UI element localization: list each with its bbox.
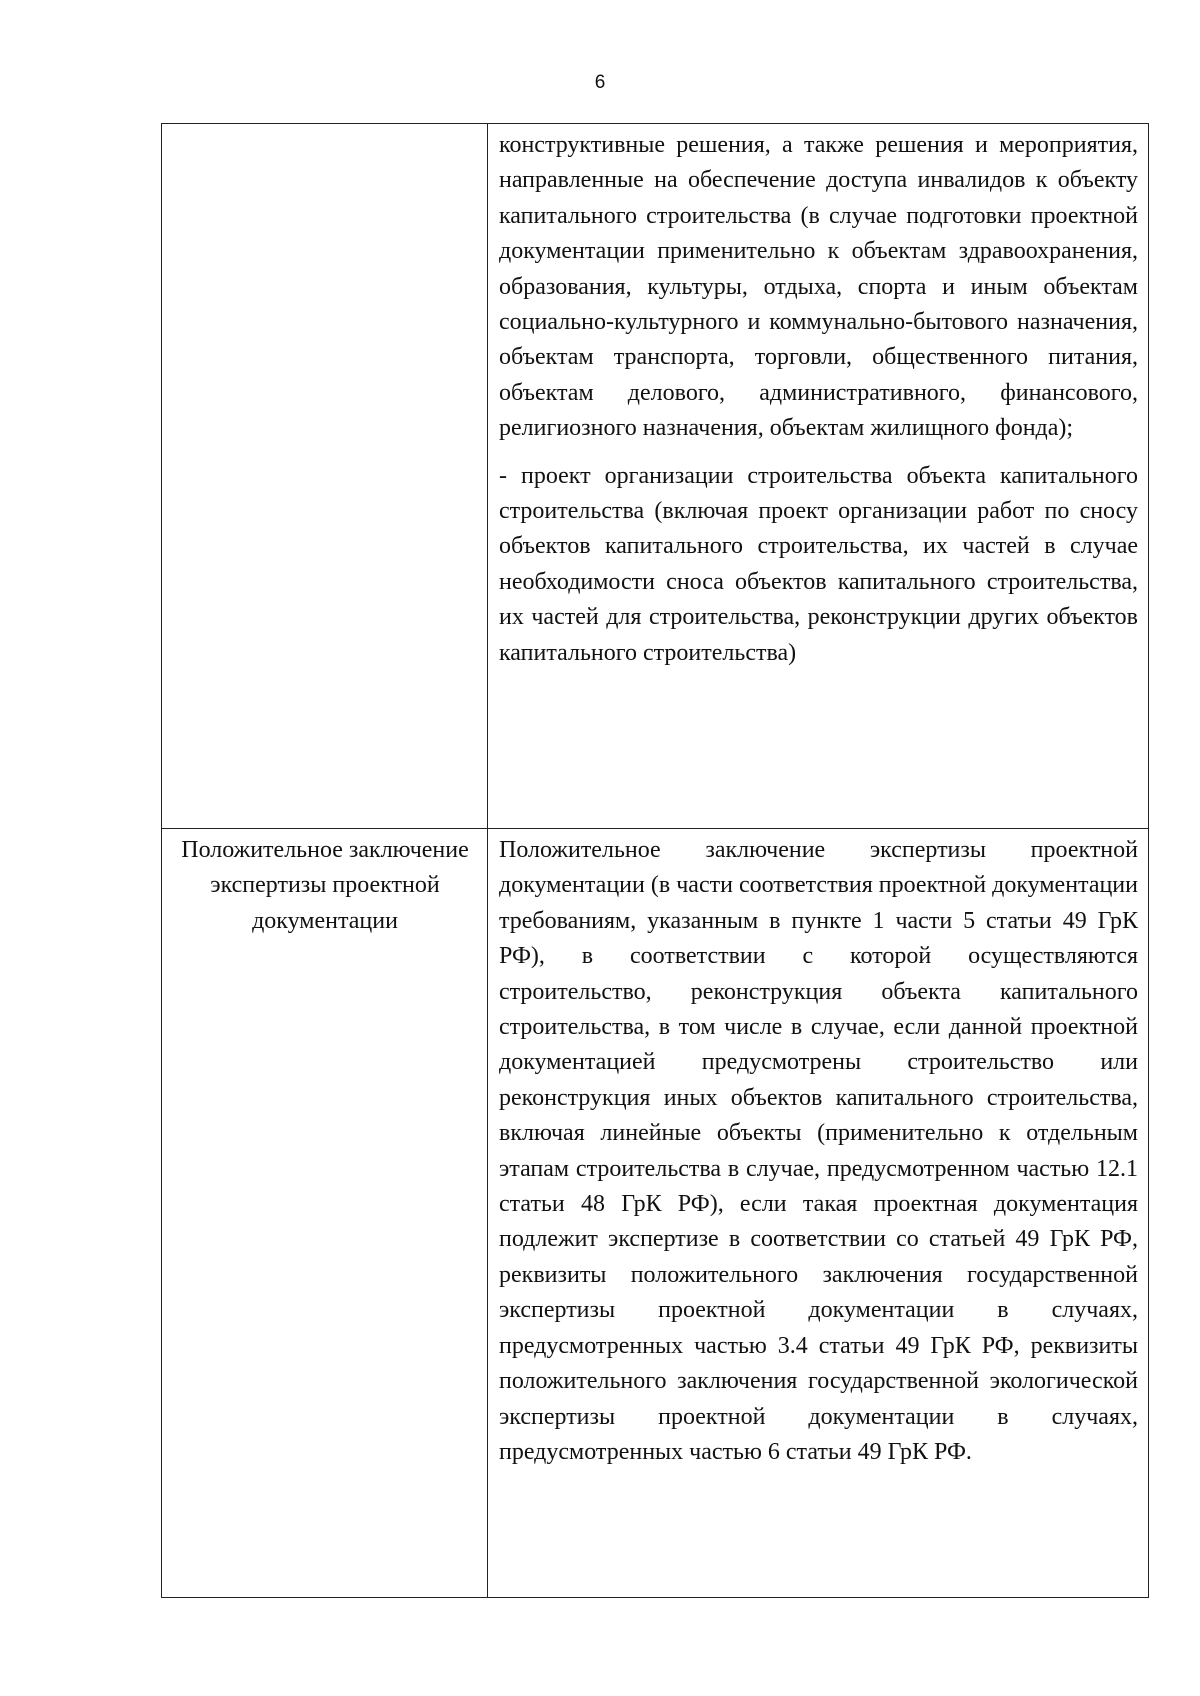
table-cell-document-description — [488, 829, 1149, 1598]
page-number: 6 — [594, 72, 606, 93]
table-cell-document-name — [162, 124, 488, 829]
description-paragraph: Положительное заключение экспертизы проектной документации (в части соответствия проектной документации требованиям, указанным в пункте 1 части 5 статьи 49 ГрК РФ), в соответствии с которой осуществляются строительство, реконструкция объекта капитального строительства, в том числе в случае, если данной проектной документацией предусмотрены строительство или реконструкция иных объектов капитального строительства, включая линейные объекты (применительно к отдельным этапам строительства в случае, предусмотренном частью 12.1 статьи 48 ГрК РФ), если такая проектная документация подлежит экспертизе в соответствии со статьей 49 ГрК РФ, реквизиты положительного заключения государственной экспертизы проектной документации в случаях, предусмотренных частью 3.4 статьи 49 ГрК РФ, реквизиты положительного заключения государственной экологической экспертизы проектной документации в случаях, предусмотренных частью 6 статьи 49 ГрК РФ. — [499, 837, 1138, 1465]
description-paragraph: - проект организации строительства объекта капитального строительства (включая проект организации работ по сносу объектов капитального строительства, их частей в случае необходимости сноса объектов капитального строительства, их частей для строительства, реконструкции других объектов капитального строительства) — [499, 462, 1138, 666]
table-cell-document-description — [488, 124, 1149, 829]
requirements-table — [161, 123, 1149, 1598]
table-row — [162, 829, 1149, 1598]
description-paragraph: конструктивные решения, а также решения и мероприятия, направленные на обеспечение доступа инвалидов к объекту капитального строительства (в случае подготовки проектной документации применительно к объектам здравоохранения, образования, культуры, отдыха, спорта и иным объектам социально-культурного и коммунально-бытового назначения, объектам транспорта, торговли, общественного питания, объектам делового, административного, финансового, религиозного назначения, объектам жилищного фонда); — [499, 132, 1138, 442]
document-name-text: Положительное заключение экспертизы проектной документации — [181, 837, 469, 934]
table-cell-document-name — [162, 829, 488, 1598]
table-row — [162, 124, 1149, 829]
